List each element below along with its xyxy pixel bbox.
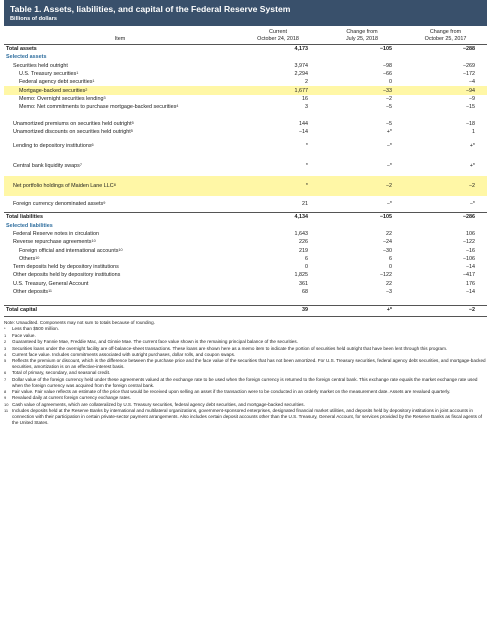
footnote-ref: 9 bbox=[103, 201, 106, 206]
row-label: Lending to depository institutions bbox=[13, 143, 92, 150]
table-row bbox=[4, 213, 487, 222]
row-label-cell bbox=[4, 238, 236, 246]
footnote-ref: 6 bbox=[91, 143, 94, 148]
row-label-cell bbox=[4, 120, 236, 128]
value-change-july: −5 bbox=[385, 104, 392, 111]
row-label: Selected liabilities bbox=[6, 222, 53, 229]
row-label: Unamortized premiums on securities held outright bbox=[13, 120, 132, 127]
table-row bbox=[4, 176, 487, 196]
row-label: Federal Reserve notes in circulation bbox=[13, 230, 99, 237]
footnote-text: Current face value. Includes commitments associated with outright purchases, dollar rolls, and coupon swaps. bbox=[12, 351, 236, 357]
value-change-october: −14 bbox=[465, 264, 475, 271]
table-row bbox=[4, 62, 487, 70]
footnote-ref: 1 bbox=[76, 70, 79, 75]
value-current: 2 bbox=[305, 79, 308, 86]
table-row bbox=[4, 288, 487, 296]
value-current: 1,825 bbox=[294, 272, 308, 279]
value-change-october: −4 bbox=[468, 79, 475, 86]
footnote bbox=[4, 389, 487, 395]
table-row bbox=[4, 111, 487, 119]
row-label-cell bbox=[4, 111, 236, 119]
value-change-october: −286 bbox=[404, 213, 487, 222]
table-row bbox=[4, 196, 487, 213]
value-change-july: −98 bbox=[382, 62, 392, 69]
footnote-ref: 10 bbox=[91, 239, 96, 244]
value-change-july: 22 bbox=[386, 230, 392, 237]
value-change-october: −106 bbox=[462, 255, 475, 262]
row-label-cell bbox=[4, 103, 236, 111]
footnote-ref: 2 bbox=[85, 87, 88, 92]
table-row bbox=[4, 95, 487, 103]
row-label: Other deposits held by depository institutions bbox=[13, 272, 121, 279]
value-current bbox=[236, 53, 320, 61]
value-current: 6 bbox=[305, 255, 308, 262]
value-current: 68 bbox=[302, 288, 308, 295]
row-label-cell bbox=[4, 280, 236, 288]
table-row bbox=[4, 78, 487, 86]
row-label: Federal agency debt securities bbox=[19, 79, 93, 86]
column-header-current-line1: Current bbox=[269, 29, 287, 35]
value-change-july: 6 bbox=[389, 255, 392, 262]
row-label: Memo: Overnight securities lending bbox=[19, 95, 104, 102]
row-label-cell bbox=[4, 296, 236, 305]
table-row bbox=[4, 230, 487, 238]
value-change-july: 22 bbox=[386, 280, 392, 287]
footnote bbox=[4, 352, 487, 358]
row-label-cell bbox=[4, 263, 236, 271]
value-change-october: −15 bbox=[465, 104, 475, 111]
row-label: Unamortized discounts on securities held outright bbox=[13, 129, 131, 136]
value-change-october: −18 bbox=[465, 120, 475, 127]
value-change-july: −66 bbox=[382, 70, 392, 77]
footnote-list bbox=[4, 326, 487, 425]
value-change-october: −172 bbox=[462, 70, 475, 77]
footnote bbox=[4, 339, 487, 345]
row-label-cell bbox=[4, 213, 236, 222]
table-row bbox=[4, 120, 487, 128]
row-label-cell bbox=[4, 95, 236, 103]
column-header-row bbox=[4, 26, 487, 45]
table-row bbox=[4, 128, 487, 136]
value-change-october: −269 bbox=[462, 62, 475, 69]
row-label: Memo: Net commitments to purchase mortgage-backed securities bbox=[19, 104, 177, 111]
value-current: 4,134 bbox=[236, 213, 320, 222]
footnote-ref: 10 bbox=[35, 255, 40, 260]
row-label-cell bbox=[4, 53, 236, 61]
column-header-change-october bbox=[404, 26, 487, 45]
row-label-cell bbox=[4, 62, 236, 70]
value-current: * bbox=[236, 176, 320, 196]
table-row bbox=[4, 305, 487, 316]
footnote-marker: 11 bbox=[4, 408, 9, 414]
table-row bbox=[4, 86, 487, 94]
value-current bbox=[236, 222, 320, 230]
footnote bbox=[4, 377, 487, 389]
row-label: Foreign currency denominated assets bbox=[13, 201, 104, 208]
value-change-october: 106 bbox=[466, 230, 475, 237]
footnote bbox=[4, 346, 487, 352]
row-label-cell bbox=[4, 136, 236, 156]
footnote bbox=[4, 395, 487, 401]
row-label: U.S. Treasury securities bbox=[19, 70, 77, 77]
value-change-july bbox=[320, 222, 404, 230]
footnote-ref: 5 bbox=[130, 129, 133, 134]
value-change-october: +* bbox=[469, 143, 475, 150]
column-header-change-july bbox=[320, 26, 404, 45]
value-current: 39 bbox=[236, 305, 320, 316]
footnote-marker: 6 bbox=[4, 370, 7, 376]
row-label-cell bbox=[4, 230, 236, 238]
row-label-cell bbox=[4, 255, 236, 263]
value-current: 144 bbox=[299, 120, 308, 127]
row-label-cell bbox=[4, 176, 236, 196]
value-change-october: 176 bbox=[466, 280, 475, 287]
footnote bbox=[4, 408, 487, 425]
row-label-cell bbox=[4, 305, 236, 316]
value-change-july: −3 bbox=[385, 288, 392, 295]
value-current: 3 bbox=[305, 104, 308, 111]
value-change-july: +* bbox=[386, 129, 392, 136]
value-change-july bbox=[320, 111, 404, 119]
value-current: * bbox=[305, 163, 308, 170]
footnote-lead: Note: Unaudited. Components may not sum to totals because of rounding. bbox=[4, 319, 155, 325]
value-change-july: 0 bbox=[389, 79, 392, 86]
footnote-text: Includes deposits held at the Reserve Banks by international and multilateral organizations, government-sponsored enterprises, designated financial market utilities, and deposits held by depository institutions in joint accounts in connection with their participation in certain private-sector payment arrangements. Also includes certain deposit accounts other than the U.S. Treasury, General Account, for services provided by the Reserve Banks as fiscal agents of the United States. bbox=[12, 408, 482, 425]
footnote-ref: 11 bbox=[48, 288, 53, 293]
value-change-july: −5 bbox=[385, 120, 392, 127]
table-row bbox=[4, 271, 487, 279]
footnote-text: Less than $500 million. bbox=[12, 326, 59, 332]
footnote-marker: 3 bbox=[4, 345, 7, 351]
value-current: 1,677 bbox=[236, 86, 320, 94]
value-current: 16 bbox=[302, 95, 308, 102]
value-current: 226 bbox=[299, 239, 308, 246]
value-change-october bbox=[404, 222, 487, 230]
table-row bbox=[4, 103, 487, 111]
value-change-october: −16 bbox=[465, 247, 475, 254]
footnote-text: Dollar value of the foreign currency held under these agreements valued at the exchange rate to be used when the foreign currency is returned to the foreign central bank. This exchange rate equals the market exchange rate used when the foreign currency was acquired from the foreign central bank. bbox=[12, 376, 478, 388]
footnote-marker: 4 bbox=[4, 351, 7, 357]
footnote-marker: 7 bbox=[4, 376, 7, 382]
table-row bbox=[4, 222, 487, 230]
table-row bbox=[4, 296, 487, 305]
footnote-text: Revalued daily at current foreign currency exchange rates. bbox=[12, 395, 131, 401]
row-label-cell bbox=[4, 222, 236, 230]
footnote-text: Total of primary, secondary, and seasonal credit. bbox=[12, 370, 111, 376]
table-row bbox=[4, 136, 487, 156]
value-change-july: −30 bbox=[382, 247, 392, 254]
row-label: Foreign official and international accounts bbox=[19, 247, 119, 254]
row-label: Mortgage-backed securities bbox=[19, 87, 86, 94]
column-header-change-october-line1: Change from bbox=[429, 29, 462, 35]
value-change-july: −* bbox=[386, 201, 392, 208]
footnote-marker: * bbox=[4, 326, 6, 332]
footnote-text: Reflects the premium or discount, which is the difference between the purchase price and the face value of the securities that has not been amortized. For U.S. Treasury securities, federal agency debt securities, and mortgage-backed securities, amortization is on an effective-interest basis. bbox=[12, 358, 486, 370]
value-change-july: −33 bbox=[320, 86, 404, 94]
value-change-july: −2 bbox=[385, 95, 392, 102]
value-current: * bbox=[305, 143, 308, 150]
row-label: Total assets bbox=[6, 46, 37, 53]
row-label: Reverse repurchase agreements bbox=[13, 239, 92, 246]
value-change-july: −24 bbox=[382, 239, 392, 246]
value-change-october: +* bbox=[469, 163, 475, 170]
row-label-cell bbox=[4, 246, 236, 254]
table-row bbox=[4, 70, 487, 78]
value-current: 0 bbox=[305, 264, 308, 271]
value-current: 4,173 bbox=[236, 45, 320, 54]
value-current bbox=[236, 296, 320, 305]
footnote-ref: 10 bbox=[118, 247, 123, 252]
footnote-marker: 10 bbox=[4, 401, 9, 407]
row-label: U.S. Treasury, General Account bbox=[13, 280, 89, 287]
footnote-marker: 8 bbox=[4, 389, 7, 395]
value-change-july: −2 bbox=[320, 176, 404, 196]
balance-sheet-table bbox=[4, 26, 487, 317]
row-label: Selected assets bbox=[6, 54, 47, 61]
footnote-ref: 8 bbox=[113, 183, 116, 188]
footnote-ref: 5 bbox=[131, 120, 134, 125]
value-change-july: −105 bbox=[320, 45, 404, 54]
value-current: 2,294 bbox=[294, 70, 308, 77]
value-change-october: −2 bbox=[404, 305, 487, 316]
row-label: Total capital bbox=[6, 307, 38, 314]
value-change-october: −9 bbox=[468, 95, 475, 102]
value-change-october: 1 bbox=[472, 129, 475, 136]
table-header bbox=[4, 0, 487, 26]
value-current bbox=[236, 111, 320, 119]
value-current: 3,974 bbox=[294, 62, 308, 69]
table-body bbox=[4, 45, 487, 317]
footnote bbox=[4, 402, 487, 408]
value-change-october: −94 bbox=[404, 86, 487, 94]
footnote-text: Cash value of agreements, which are collateralized by U.S. Treasury securities, federal agency debt securities, and mortgage-backed securities. bbox=[12, 401, 305, 407]
footnote-marker: 1 bbox=[4, 332, 7, 338]
row-label: Securities held outright bbox=[13, 62, 68, 69]
value-current: 219 bbox=[299, 247, 308, 254]
row-label: Other deposits bbox=[13, 288, 49, 295]
table-title: Table 1. Assets, liabilities, and capital of the Federal Reserve System bbox=[10, 4, 291, 14]
row-label-cell bbox=[4, 156, 236, 176]
column-header-change-october-line2: October 25, 2017 bbox=[424, 35, 467, 42]
footnote-ref: 4 bbox=[176, 104, 179, 109]
table-row bbox=[4, 263, 487, 271]
footnote-marker: 9 bbox=[4, 395, 7, 401]
value-change-october bbox=[404, 53, 487, 61]
row-label-cell bbox=[4, 86, 236, 94]
value-change-october: −417 bbox=[462, 272, 475, 279]
table-row bbox=[4, 246, 487, 254]
footnote-ref: 1 bbox=[92, 79, 95, 84]
row-label: Net portfolio holdings of Maiden Lane LLC bbox=[13, 183, 114, 190]
value-change-october: −2 bbox=[404, 176, 487, 196]
footnote bbox=[4, 358, 487, 370]
footnote-ref: 3 bbox=[103, 95, 106, 100]
table-row bbox=[4, 156, 487, 176]
value-change-july: +* bbox=[320, 305, 404, 316]
column-header-change-july-line1: Change from bbox=[346, 29, 378, 35]
footnote bbox=[4, 333, 487, 339]
footnote-text: Fair value. Fair value reflects an estimate of the price that would be received upon selling an asset if the transaction were to be conducted in an orderly market on the measurement date. Assets are revalued quarterly. bbox=[12, 389, 451, 395]
footnote-text: Guaranteed by Fannie Mae, Freddie Mac, and Ginnie Mae. The current face value shown is the remaining principal balance of the securities. bbox=[12, 339, 298, 345]
value-change-october bbox=[404, 296, 487, 305]
table-row bbox=[4, 255, 487, 263]
row-label: Term deposits held by depository institutions bbox=[13, 264, 119, 271]
table-row bbox=[4, 53, 487, 61]
value-change-october: −14 bbox=[465, 288, 475, 295]
value-current: 361 bbox=[299, 280, 308, 287]
table-row bbox=[4, 280, 487, 288]
row-label-cell bbox=[4, 196, 236, 213]
column-header-current bbox=[236, 26, 320, 45]
value-change-october: −288 bbox=[404, 45, 487, 54]
row-label: Central bank liquidity swaps bbox=[13, 163, 80, 170]
footnote-marker: 5 bbox=[4, 358, 7, 364]
footnote-text: Securities loans under the overnight facility are off-balance-sheet transactions. These loans are shown here as a memo item to indicate the portion of securities held outright that have been lent through this program. bbox=[12, 345, 448, 351]
value-change-july: −122 bbox=[379, 272, 392, 279]
value-change-july: −* bbox=[386, 163, 392, 170]
value-current: 1,643 bbox=[294, 230, 308, 237]
column-header-change-july-line2: July 25, 2018 bbox=[345, 35, 379, 42]
footnote-ref: 7 bbox=[79, 163, 82, 168]
table-subtitle: Billions of dollars bbox=[10, 16, 57, 22]
row-label-cell bbox=[4, 288, 236, 296]
value-change-july: 0 bbox=[389, 264, 392, 271]
footnotes bbox=[4, 320, 487, 426]
column-header-item: Item bbox=[4, 26, 236, 45]
row-label: Others bbox=[19, 255, 36, 262]
row-label-cell bbox=[4, 70, 236, 78]
value-change-july bbox=[320, 296, 404, 305]
value-current: −14 bbox=[298, 129, 308, 136]
row-label-cell bbox=[4, 45, 236, 54]
row-label-cell bbox=[4, 78, 236, 86]
table-row bbox=[4, 238, 487, 246]
footnote bbox=[4, 326, 487, 332]
footnote-marker: 2 bbox=[4, 339, 7, 345]
footnote-text: Face value. bbox=[12, 332, 36, 338]
footnote bbox=[4, 370, 487, 376]
value-change-october bbox=[404, 111, 487, 119]
row-label-cell bbox=[4, 271, 236, 279]
value-change-july bbox=[320, 53, 404, 61]
value-current: 21 bbox=[302, 201, 308, 208]
value-change-july: −105 bbox=[320, 213, 404, 222]
value-change-july: −* bbox=[386, 143, 392, 150]
column-header-current-line2: October 24, 2018 bbox=[257, 35, 299, 42]
table-row bbox=[4, 45, 487, 54]
row-label-cell bbox=[4, 128, 236, 136]
value-change-october: −122 bbox=[462, 239, 475, 246]
row-label: Total liabilities bbox=[6, 214, 44, 221]
value-change-october: −* bbox=[469, 201, 475, 208]
